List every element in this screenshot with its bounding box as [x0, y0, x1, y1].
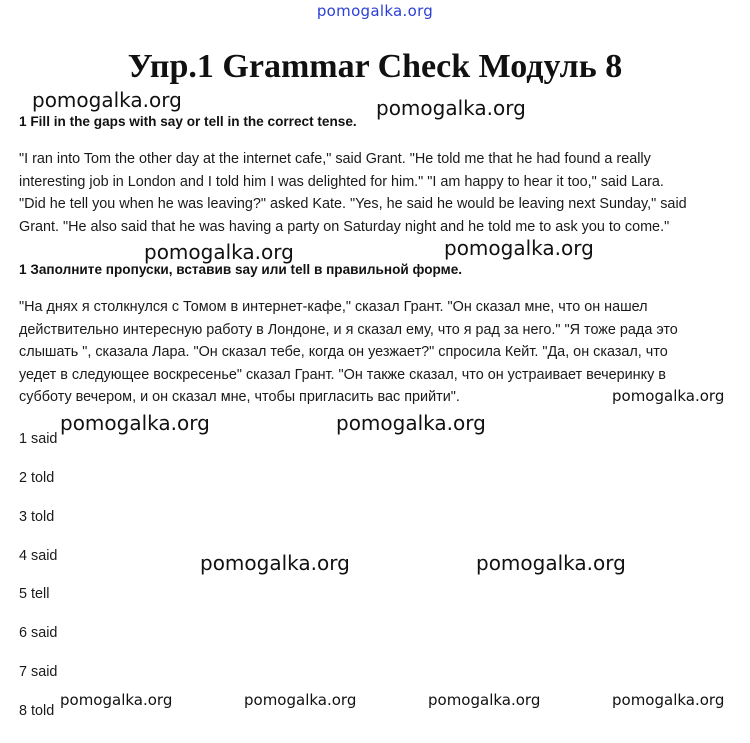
watermark: pomogalka.org	[444, 236, 594, 260]
english-text	[19, 148, 731, 238]
answer-item: 2 told	[19, 470, 55, 486]
watermark: pomogalka.org	[612, 387, 725, 405]
watermark: pomogalka.org	[428, 691, 541, 709]
answer-item: 5 tell	[19, 586, 50, 602]
russian-line: "На днях я столкнулся с Томом в интернет-кафе," сказал Грант. "Он сказал мне, что он нашел	[19, 299, 648, 315]
answer-item: 6 said	[19, 625, 58, 641]
watermark: pomogalka.org	[376, 96, 526, 120]
watermark: pomogalka.org	[244, 691, 357, 709]
watermark: pomogalka.org	[200, 551, 350, 575]
watermark: pomogalka.org	[32, 88, 182, 112]
watermark: pomogalka.org	[612, 691, 725, 709]
watermark: pomogalka.org	[60, 691, 173, 709]
english-line: Grant. "He also said that he was having a party on Saturday night and he told me to ask you to come."	[19, 218, 670, 235]
watermark-top-link: pomogalka.org	[316, 2, 434, 20]
answer-item: 3 told	[19, 509, 55, 525]
russian-line: действительно интересную работу в Лондоне, и я сказал ему, что я рад за него." "Я тоже рада это	[19, 321, 678, 338]
english-line: "I ran into Tom the other day at the internet cafe," said Grant. "He told me that he had found a really	[19, 151, 651, 167]
watermark: pomogalka.org	[336, 411, 486, 435]
watermark: pomogalka.org	[60, 411, 210, 435]
answer-item: 1 said	[19, 431, 58, 447]
answer-item: 4 said	[19, 548, 58, 564]
page-title: Упр.1 Grammar Check Модуль 8	[127, 48, 623, 85]
answer-item: 8 told	[19, 703, 55, 719]
russian-line: уедет в следующее воскресенье" сказал Грант. "Он также сказал, что он устраивает вечеринку в	[19, 366, 666, 383]
english-line: interesting job in London and I told him I was delighted for him." "I am happy to hear it too," said Lara.	[19, 173, 664, 190]
answer-item: 7 said	[19, 664, 58, 680]
russian-line: субботу вечером, и он сказал мне, чтобы пригласить вас прийти".	[19, 389, 460, 405]
english-task-heading: 1 Fill in the gaps with say or tell in the correct tense.	[19, 114, 357, 129]
english-line: "Did he tell you when he was leaving?" asked Kate. "Yes, he said he would be leaving next Sunday," said	[19, 196, 687, 212]
watermark: pomogalka.org	[144, 240, 294, 264]
watermark: pomogalka.org	[476, 551, 626, 575]
russian-line: слышать ", сказала Лара. "Он сказал тебе, когда он уезжает?" спросила Кейт. "Да, он сказал, что	[19, 344, 668, 360]
russian-task-heading: 1 Заполните пропуски, вставив say или tell в правильной форме.	[19, 262, 463, 277]
